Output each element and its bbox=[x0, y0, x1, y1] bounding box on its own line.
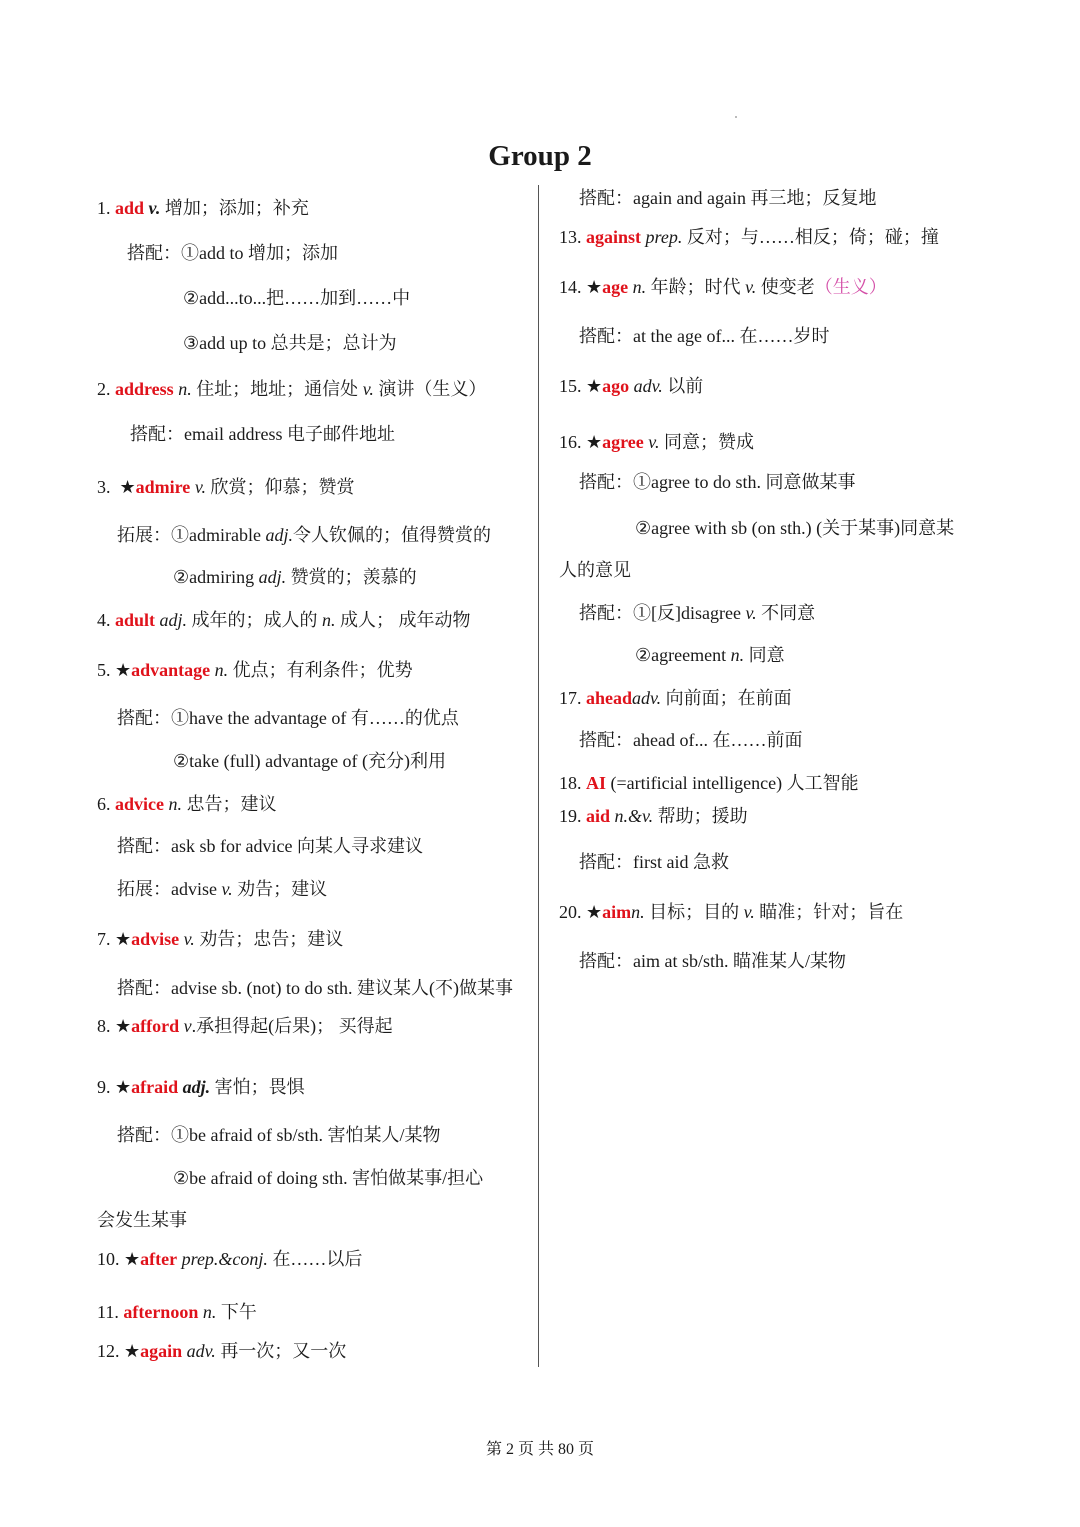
entry-afternoon: 11. afternoon n. 下午 bbox=[97, 1302, 257, 1322]
collocation-line: 搭配：advise sb. (not) to do sth. 建议某人(不)做某事 bbox=[117, 978, 513, 998]
collocation-line: 人的意见 bbox=[559, 560, 631, 580]
entry-after: 10. ★after prep.&conj. 在……以后 bbox=[97, 1249, 363, 1269]
entry-aim: 20. ★aimn. 目标；目的 v. 瞄准；针对；旨在 bbox=[559, 902, 904, 922]
entry-against: 13. against prep. 反对；与……相反；倚；碰；撞 bbox=[559, 227, 939, 247]
collocation-line: ②add...to...把……加到……中 bbox=[183, 288, 411, 308]
scan-dot bbox=[735, 116, 737, 118]
collocation-line: 搭配：email address 电子邮件地址 bbox=[130, 424, 395, 444]
entry-afford: 8. ★afford v.承担得起(后果)； 买得起 bbox=[97, 1016, 393, 1036]
entry-admire: 3. ★admire v. 欣赏；仰慕；赞赏 bbox=[97, 477, 355, 497]
entry-advantage: 5. ★advantage n. 优点；有利条件；优势 bbox=[97, 660, 413, 680]
page-title: Group 2 bbox=[488, 140, 592, 172]
entry-adult: 4. adult adj. 成年的；成人的 n. 成人； 成年动物 bbox=[97, 610, 471, 630]
entry-ai: 18. AI (=artificial intelligence) 人工智能 bbox=[559, 773, 859, 793]
extension-line: ②agreement n. 同意 bbox=[635, 645, 785, 665]
collocation-line: 搭配：①have the advantage of 有……的优点 bbox=[117, 708, 459, 728]
entry-add: 1. add v. 增加；添加；补充 bbox=[97, 198, 309, 218]
collocation-line: 搭配：again and again 再三地；反复地 bbox=[579, 188, 877, 208]
entry-agree: 16. ★agree v. 同意；赞成 bbox=[559, 432, 754, 452]
entry-ago: 15. ★ago adv. 以前 bbox=[559, 376, 704, 396]
page-number-footer: 第 2 页 共 80 页 bbox=[485, 1441, 594, 1458]
collocation-line: 搭配：①agree to do sth. 同意做某事 bbox=[579, 472, 856, 492]
collocation-line: 搭配：①be afraid of sb/sth. 害怕某人/某物 bbox=[117, 1125, 441, 1145]
extension-line: 搭配：①[反]disagree v. 不同意 bbox=[579, 603, 816, 623]
entry-advise: 7. ★advise v. 劝告；忠告；建议 bbox=[97, 929, 344, 949]
collocation-line: ③add up to 总共是；总计为 bbox=[183, 333, 397, 353]
collocation-line: 搭配：first aid 急救 bbox=[579, 852, 729, 872]
entry-address: 2. address n. 住址；地址；通信处 v. 演讲（生义） bbox=[97, 379, 487, 399]
collocation-line: 搭配：at the age of... 在……岁时 bbox=[579, 326, 830, 346]
extension-line: 拓展：①admirable adj.令人钦佩的；值得赞赏的 bbox=[117, 525, 491, 545]
entry-aid: 19. aid n.&v. 帮助；援助 bbox=[559, 806, 748, 826]
collocation-line: ②take (full) advantage of (充分)利用 bbox=[173, 751, 447, 771]
collocation-line: 会发生某事 bbox=[97, 1210, 187, 1230]
entry-again: 12. ★again adv. 再一次；又一次 bbox=[97, 1341, 347, 1361]
extension-line: 拓展：advise v. 劝告；建议 bbox=[117, 879, 328, 899]
entry-age: 14. ★age n. 年龄；时代 v. 使变老（生义） bbox=[559, 277, 887, 297]
collocation-line: ②agree with sb (on sth.) (关于某事)同意某 bbox=[635, 518, 955, 538]
entry-afraid: 9. ★afraid adj. 害怕；畏惧 bbox=[97, 1077, 305, 1097]
entry-ahead: 17. aheadadv. 向前面；在前面 bbox=[559, 688, 792, 708]
collocation-line: 搭配：ask sb for advice 向某人寻求建议 bbox=[117, 836, 423, 856]
column-divider bbox=[538, 185, 539, 1367]
entry-advice: 6. advice n. 忠告；建议 bbox=[97, 794, 277, 814]
collocation-line: 搭配：aim at sb/sth. 瞄准某人/某物 bbox=[579, 951, 846, 971]
extension-line: ②admiring adj. 赞赏的；羡慕的 bbox=[173, 567, 417, 587]
collocation-line: ②be afraid of doing sth. 害怕做某事/担心 bbox=[173, 1168, 484, 1188]
collocation-line: 搭配：①add to 增加；添加 bbox=[127, 243, 338, 263]
collocation-line: 搭配：ahead of... 在……前面 bbox=[579, 730, 803, 750]
